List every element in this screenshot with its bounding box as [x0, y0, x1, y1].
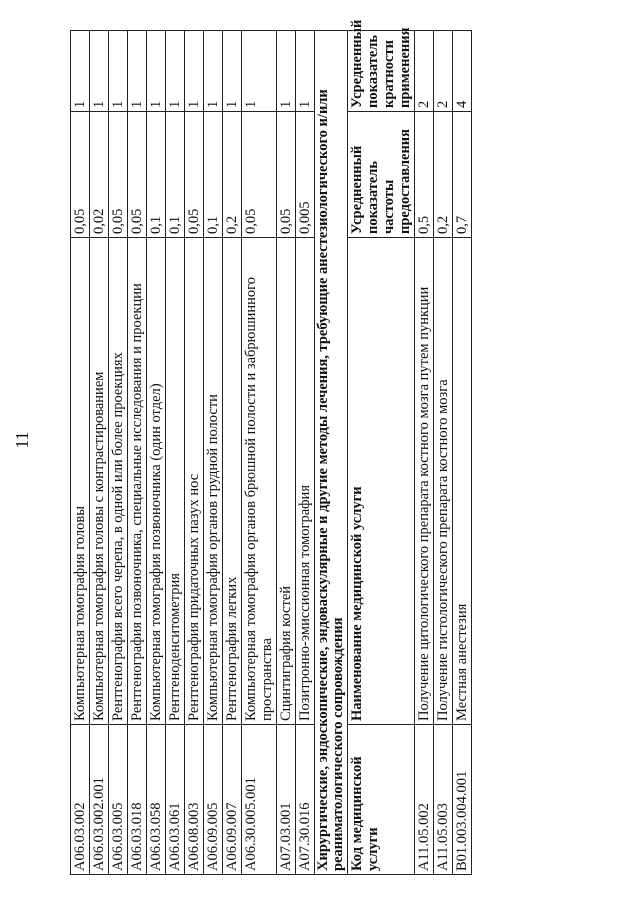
multiplicity-value: 4: [453, 31, 472, 112]
multiplicity-value: 1: [204, 31, 223, 112]
frequency-value: 0,05: [71, 112, 90, 238]
service-code: A11.05.003: [434, 725, 453, 875]
frequency-value: 0,2: [223, 112, 242, 238]
table-header-row: [348, 31, 415, 875]
surgical-section: [315, 19, 415, 875]
surgical-services-body: [415, 31, 472, 875]
section-title: Хирургические, эндоскопические, эндоваскулярные и другие методы лечения, требующие анестезиологического и/или реаниматологического сопровождения: [315, 31, 348, 875]
service-code: A06.03.005: [109, 725, 128, 875]
header-code: Код медицинской услуги: [348, 725, 415, 875]
service-code: A06.03.061: [166, 725, 185, 875]
service-name: Компьютерная томография головы: [71, 238, 90, 725]
table-row: [223, 31, 242, 875]
diagnostic-services-body: [71, 31, 315, 875]
frequency-value: 0,7: [453, 112, 472, 238]
services-table: [70, 19, 472, 875]
service-name: Рентгенография придаточных пазух нос: [185, 238, 204, 725]
service-name: Компьютерная томография органов грудной полости: [204, 238, 223, 725]
table-row: [185, 31, 204, 875]
table-row: [453, 31, 472, 875]
service-name: Компьютерная томография головы с контрастированием: [90, 238, 109, 725]
frequency-value: 0,05: [242, 112, 277, 238]
service-code: A06.09.007: [223, 725, 242, 875]
table-row: [90, 31, 109, 875]
table-row: [242, 31, 277, 875]
frequency-value: 0,02: [90, 112, 109, 238]
multiplicity-value: 1: [296, 31, 315, 112]
table-row: [415, 31, 434, 875]
frequency-value: 0,1: [204, 112, 223, 238]
multiplicity-value: 1: [242, 31, 277, 112]
service-code: A06.30.005.001: [242, 725, 277, 875]
frequency-value: 0,1: [147, 112, 166, 238]
frequency-value: 0,05: [109, 112, 128, 238]
multiplicity-value: 1: [90, 31, 109, 112]
frequency-value: 0,5: [415, 112, 434, 238]
service-code: A06.09.005: [204, 725, 223, 875]
service-code: A07.03.001: [277, 725, 296, 875]
multiplicity-value: 1: [185, 31, 204, 112]
service-code: A06.03.002: [71, 725, 90, 875]
service-name: Получение цитологического препарата костного мозга путем пункции: [415, 238, 434, 725]
header-frequency: Усредненный показатель частоты предоставления: [348, 112, 415, 238]
service-name: Компьютерная томография позвоночника (один отдел): [147, 238, 166, 725]
multiplicity-value: 1: [71, 31, 90, 112]
multiplicity-value: 1: [128, 31, 147, 112]
header-name: Наименование медицинской услуги: [348, 238, 415, 725]
service-code: A06.03.058: [147, 725, 166, 875]
service-name: Рентгенография легких: [223, 238, 242, 725]
multiplicity-value: 2: [415, 31, 434, 112]
table-row: [109, 31, 128, 875]
frequency-value: 0,05: [277, 112, 296, 238]
service-code: A06.03.018: [128, 725, 147, 875]
table-row: [204, 31, 223, 875]
frequency-value: 0,05: [185, 112, 204, 238]
frequency-value: 0,05: [128, 112, 147, 238]
service-code: A06.03.002.001: [90, 725, 109, 875]
header-multiplicity: Усредненный показатель кратности применения: [348, 31, 415, 112]
service-name: Рентгенография всего черепа, в одной или более проекциях: [109, 238, 128, 725]
service-name: Рентгеноденситометрия: [166, 238, 185, 725]
multiplicity-value: 1: [109, 31, 128, 112]
frequency-value: 0,005: [296, 112, 315, 238]
service-code: A06.08.003: [185, 725, 204, 875]
service-name: Компьютерная томография органов брюшной полости и забрюшинного пространства: [242, 238, 277, 725]
multiplicity-value: 1: [277, 31, 296, 112]
table-row: [277, 31, 296, 875]
service-code: A11.05.002: [415, 725, 434, 875]
frequency-value: 0,2: [434, 112, 453, 238]
table-row: [166, 31, 185, 875]
service-name: Позитронно-эмиссионная томография: [296, 238, 315, 725]
multiplicity-value: 1: [166, 31, 185, 112]
service-name: Сцинтиграфия костей: [277, 238, 296, 725]
service-name: Местная анестезия: [453, 238, 472, 725]
multiplicity-value: 1: [147, 31, 166, 112]
page-number: 11: [12, 431, 33, 449]
table-row: [71, 31, 90, 875]
service-code: A07.30.016: [296, 725, 315, 875]
service-name: Рентгенография позвоночника, специальные исследования и проекции: [128, 238, 147, 725]
multiplicity-value: 1: [223, 31, 242, 112]
service-name: Получение гистологического препарата костного мозга: [434, 238, 453, 725]
section-title-row: [315, 31, 348, 875]
service-code: B01.003.004.001: [453, 725, 472, 875]
table-row: [434, 31, 453, 875]
frequency-value: 0,1: [166, 112, 185, 238]
rotated-page-content: [70, 19, 570, 875]
table-row: [128, 31, 147, 875]
table-row: [147, 31, 166, 875]
table-row: [296, 31, 315, 875]
multiplicity-value: 2: [434, 31, 453, 112]
